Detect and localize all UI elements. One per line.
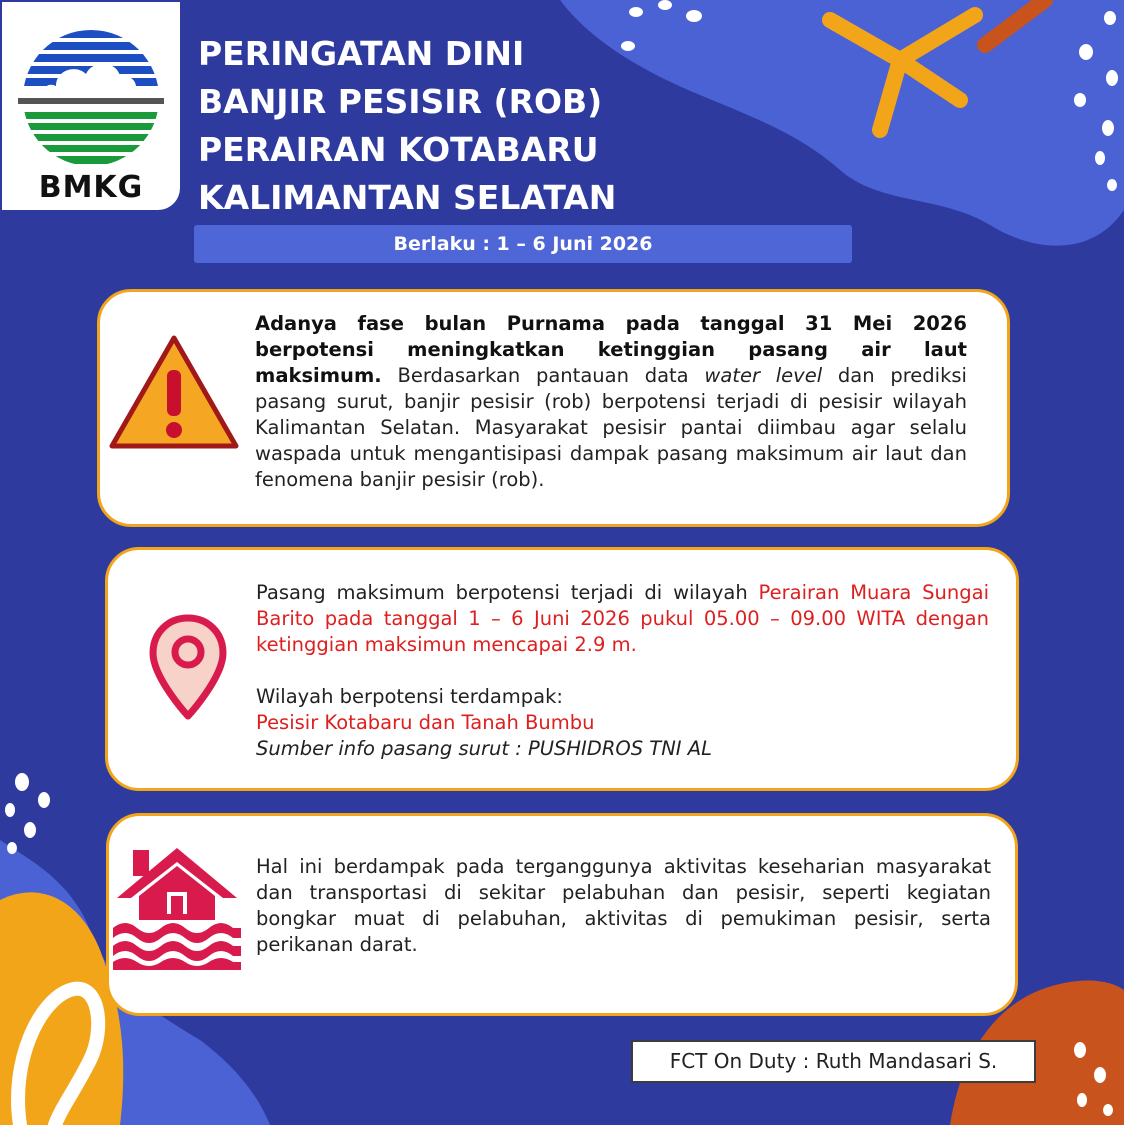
card3-text: Hal ini berdampak pada terganggunya aktivitas keseharian masyarakat dan transportasi di sekitar pelabuhan dan pesisir, seperti kegiatan bongkar muat di pelabuhan, aktivitas di pemukiman pesisir, serta perikanan darat.	[256, 855, 991, 956]
bmkg-logo	[2, 2, 180, 210]
white-dots-left	[5, 773, 50, 854]
card2-paragraph	[256, 580, 989, 658]
card2-affected-value: Pesisir Kotabaru dan Tanah Bumbu	[256, 711, 595, 734]
title-line-1: PERINGATAN DINI	[198, 34, 525, 73]
title-line-4: KALIMANTAN SELATAN	[198, 178, 617, 217]
card2-location-time: Perairan Muara Sungai Barito pada tanggal 1 – 6 Juni 2026 pukul 05.00 – 09.00 WITA dengan ketinggian maksimun mencapai 2.9 m.	[256, 581, 989, 656]
card2-text-a: Pasang maksimum berpotensi terjadi di wilayah	[256, 581, 759, 604]
info-card-impact	[106, 813, 1018, 1016]
page-title	[198, 30, 758, 222]
card1-italic-text: water level	[704, 364, 823, 387]
duty-forecaster-badge: FCT On Duty : Ruth Mandasari S.	[631, 1040, 1036, 1083]
card2-source-value: PUSHIDROS TNI AL	[527, 737, 712, 760]
bmkg-logo-text: BMKG	[38, 170, 144, 205]
card2-text	[256, 580, 989, 762]
title-line-2: BANJIR PESISIR (ROB)	[198, 82, 603, 121]
card2-spacer	[256, 658, 989, 684]
flooded-house-icon	[111, 844, 243, 972]
card2-source-label: Sumber info pasang surut :	[256, 737, 528, 760]
card1-text-b: dan prediksi pasang surut, banjir pesisir (rob) berpotensi terjadi di pesisir wilayah Kalimantan Selatan. Masyarakat pesisir pantai diimbau agar selalu waspada untuk mengantisipasi dampak pasang maksimum air laut dan fenomena banjir pesisir (rob).	[255, 364, 967, 491]
card1-bold-text: Adanya fase bulan Purnama pada tanggal 31 Mei 2026 berpotensi meningkatkan ketinggian pasang air laut maksimum.	[255, 312, 967, 387]
info-card-max-tide	[105, 547, 1019, 791]
card2-source	[256, 736, 989, 762]
validity-banner: Berlaku : 1 – 6 Juni 2026	[194, 225, 852, 263]
card1-text-a: Berdasarkan pantauan data	[381, 364, 705, 387]
location-pin-icon	[148, 614, 228, 722]
title-line-3: PERAIRAN KOTABARU	[198, 130, 599, 169]
warning-triangle-icon	[108, 334, 240, 450]
card1-text	[255, 311, 967, 493]
card2-affected-label: Wilayah berpotensi terdampak:	[256, 685, 563, 708]
info-card-moon-phase	[97, 289, 1010, 527]
bmkg-logo-icon	[16, 24, 166, 172]
